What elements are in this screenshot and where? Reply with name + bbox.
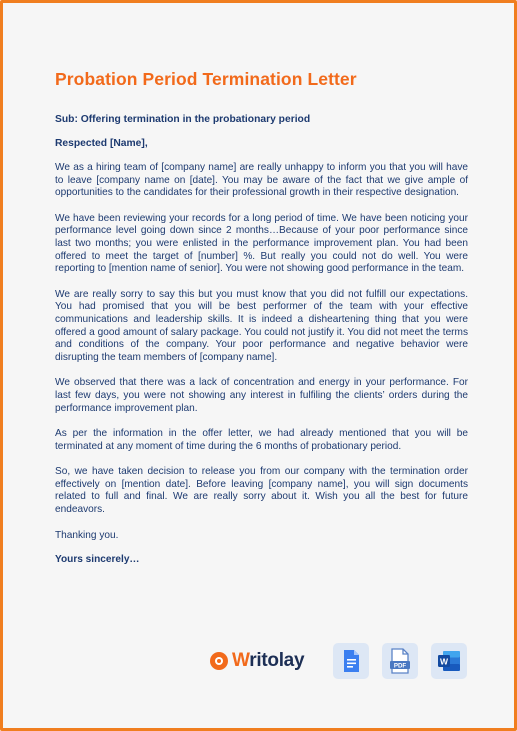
google-docs-download-button[interactable]	[333, 643, 369, 679]
letter-paragraph: We are really sorry to say this but you must know that you did not fulfill our expectations. You had promised that you will be best performer of the team with your effective communications and leadership skills. It is indeed a disheartening thing that you were offered a good amount of salary package. You could not justify it. You did not meet the terms and conditions of the company. Your poor performance and negative behavior were disrupting the team members of [company name].	[55, 288, 468, 363]
word-download-button[interactable]	[431, 643, 467, 679]
letter-title: Probation Period Termination Letter	[55, 69, 357, 89]
pdf-download-button[interactable]	[382, 643, 418, 679]
brand-name	[232, 650, 304, 672]
pdf-label: PDF	[393, 662, 407, 670]
letter-paragraph: We as a hiring team of [company name] are really unhappy to inform you that you will have to leave [company name on [date]. You may be aware of the fact that we give ample of opportunities to the candidates for their professional growth in their respective designation.	[55, 162, 468, 199]
letter-paragraph: We have been reviewing your records for a long period of time. We have been noticing your performance level going down since 2 months…Because of your poor performance since last two months; you were enlisted in the performance improvement plan. You had been offered to meet the target of [number] %. But really you could not do well. You were reporting to [mention name of senior]. You were not showing good performance in the team.	[55, 212, 468, 275]
pdf-file-icon	[382, 643, 418, 679]
brand-name-rest: ritolay	[249, 650, 305, 671]
letter-subject: Sub: Offering termination in the probationary period	[55, 114, 311, 125]
word-label: W	[439, 656, 449, 667]
word-file-icon	[431, 643, 467, 679]
writolay-logo[interactable]	[210, 650, 304, 672]
google-docs-icon	[333, 643, 369, 679]
brand-name-initial: W	[232, 650, 250, 671]
letter-body	[55, 69, 468, 565]
letter-paragraph: As per the information in the offer letter, we had already mentioned that you will be terminated at any moment of time during the 6 months of probationary period.	[55, 428, 468, 452]
letter-salutation: Respected [Name],	[55, 138, 148, 149]
letter-paragraph: We observed that there was a lack of concentration and energy in your performance. For last few days, you were not showing any interest in fulfiling the clients’ orders during the performance improvement plan.	[55, 377, 468, 414]
writolay-logo-icon	[210, 652, 228, 670]
letter-signoff: Yours sincerely…	[55, 553, 140, 565]
letter-paragraph: So, we have taken decision to release you from our company with the termination order effectively on [mention date]. Before leaving [company name], you will sign documents related to full and final. We are really sorry about it. Wish you all the best for future endeavors.	[55, 466, 468, 516]
letter-closing: Thanking you.	[55, 529, 119, 541]
